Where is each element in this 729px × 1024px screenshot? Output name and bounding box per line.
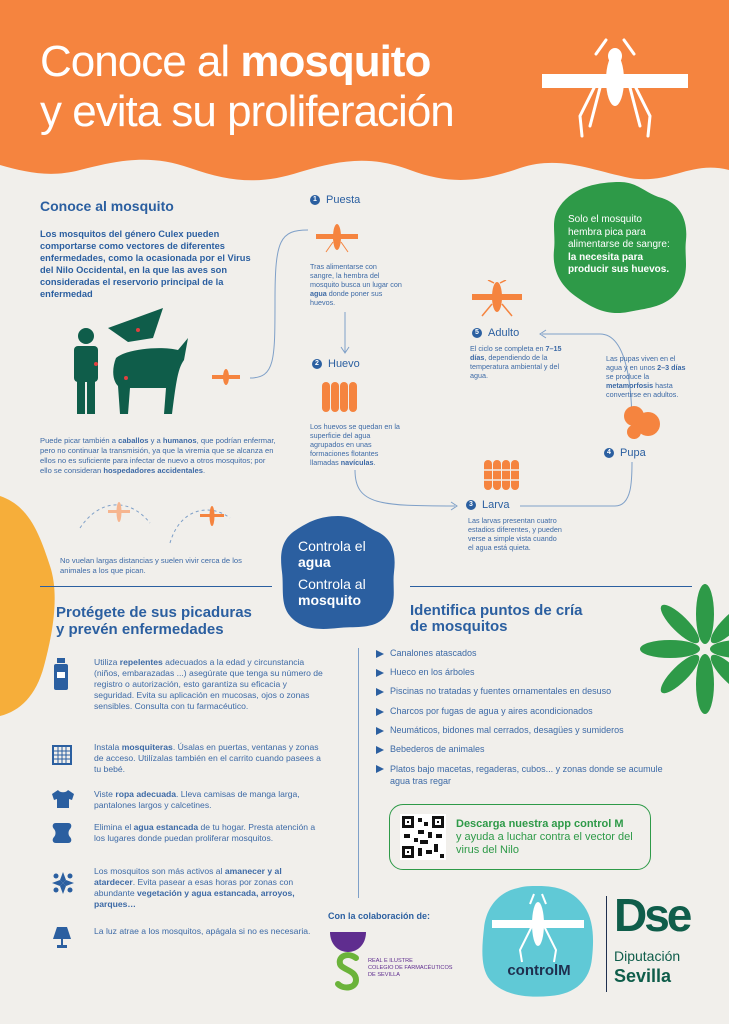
step-adulto-text: El ciclo se completa en 7–15 días, dependiendo de la temperatura ambiental y del agua. bbox=[470, 344, 562, 380]
breeding-item: Piscinas no tratadas y fuentes ornamentales en desuso bbox=[390, 686, 612, 696]
controla-text: Controla el agua Controla al mosquito bbox=[298, 538, 366, 608]
breeding-item: Hueco en los árboles bbox=[390, 667, 475, 677]
dawn-dusk-icon bbox=[52, 872, 74, 894]
dse-logo: Dse bbox=[614, 889, 690, 941]
breeding-item: Neumáticos, bidones mal cerrados, desagües y sumideros bbox=[390, 725, 624, 735]
larva-icon bbox=[482, 458, 520, 492]
conoce-note: Puede picar también a caballos y a humanos, que podrían enfermar, pero no continuar la transmisión, ya que la viremia que se alcanza en ellos no es suficiente para infectar de nuevo a otros mosquitos; por ello se consideran hospedadores accidentales. bbox=[40, 436, 276, 475]
green-flower bbox=[640, 584, 729, 714]
page-subtitle: y evita su proliferación bbox=[40, 87, 454, 136]
protect-item-repellents: Utiliza repelentes adecuados a la edad y circunstancia (niños, embarazadas ...) asegúrate que tenga su número de registro o autorización, esto garantiza su eficacia y seguridad. Evita su aplicación en mucosas, ojos o zonas sensibles. Consulta con tu farmacéutico. bbox=[94, 657, 323, 711]
clothing-icon bbox=[52, 790, 74, 808]
pharmacists-name: REAL E ILUSTRE COLEGIO DE FARMACÉUTICOS DE SEVILLA bbox=[368, 958, 453, 978]
mosquito-adult-2-icon bbox=[470, 280, 524, 318]
lamp-icon bbox=[52, 927, 72, 949]
green-badge-text: Solo el mosquito hembra pica para alimentarse de sangre: la necesita para producir sus huevos. bbox=[568, 214, 670, 275]
step-huevo-text: Los huevos se quedan en la superficie del agua agrupados en unas formaciones flotantes llamadas navículas. bbox=[310, 422, 400, 467]
step-adulto-label: 5 Adulto bbox=[472, 327, 519, 339]
protect-item-clothes: Viste ropa adecuada. Lleva camisas de manga larga, pantalones largos y calcetines. bbox=[94, 789, 300, 810]
breeding-item: Charcos por fugas de agua y aires acondicionados bbox=[390, 706, 593, 716]
pharmacists-logo bbox=[328, 930, 368, 994]
flight-note: No vuelan largas distancias y suelen vivir cerca de los animales a los que pican. bbox=[60, 556, 242, 575]
step-larva-text: Las larvas presentan cuatro estadios diferentes, y pueden verse a simple vista cuando el agua está quieta. bbox=[468, 516, 562, 552]
mosquito-adult-icon bbox=[314, 222, 360, 254]
egg-raft-icon bbox=[320, 380, 360, 414]
conoce-heading: Conoce al mosquito bbox=[40, 198, 174, 214]
protect-heading: Protégete de sus picaduras y prevén enfermedades bbox=[56, 604, 252, 638]
sevilla-label: Sevilla bbox=[614, 966, 672, 986]
breeding-item: Bebederos de animales bbox=[390, 744, 485, 754]
step-puesta-text: Tras alimentarse con sangre, la hembra del mosquito busca un lugar con agua donde poner sus huevos. bbox=[310, 262, 402, 307]
stagnant-water-icon bbox=[52, 823, 72, 843]
step-puesta-label: 1 Puesta bbox=[310, 194, 360, 206]
diputacion-label: Diputación bbox=[614, 948, 681, 964]
step-pupa-label: 4 Pupa bbox=[604, 447, 646, 459]
collab-label: Con la colaboración de: bbox=[328, 911, 431, 921]
mosquito-net-icon bbox=[52, 745, 72, 765]
controlm-name: controlM bbox=[507, 962, 571, 979]
controlm-logo bbox=[480, 884, 596, 998]
conoce-intro: Los mosquitos del género Culex pueden comportarse como vectores de diferentes enfermedades, como la ocasionada por el Virus del Nilo Occidental, en la que las aves son consideradas el reservorio principal de la enfermedad bbox=[40, 229, 251, 299]
breeding-item: Canalones atascados bbox=[390, 648, 477, 658]
step-huevo-label: 2 Huevo bbox=[312, 358, 360, 370]
breeding-item: Platos bajo macetas, regaderas, cubos... y zonas donde se acumule agua tras regar bbox=[390, 763, 670, 787]
qr-code[interactable] bbox=[400, 814, 446, 860]
protect-item-water: Elimina el agua estancada de tu hogar. Presta atención a los lugares donde puedan proliferar mosquitos. bbox=[94, 822, 316, 843]
identify-heading: Identifica puntos de cría de mosquitos bbox=[410, 602, 583, 635]
repellent-icon bbox=[52, 658, 70, 690]
protect-item-hours: Los mosquitos son más activos al amanecer y al atardecer. Evita pasear a esas horas por zonas con abundante vegetación y agua estancada, arroyos, parques… bbox=[94, 866, 295, 909]
protect-item-light: La luz atrae a los mosquitos, apágala si no es necesaria. bbox=[94, 926, 311, 936]
divider-left bbox=[40, 586, 272, 587]
page-title: Conoce al mosquito bbox=[40, 37, 431, 86]
divider-vertical bbox=[358, 648, 359, 898]
yellow-blob bbox=[0, 496, 60, 716]
app-download-text: Descarga nuestra app control M y ayuda a luchar contra el vector del virus del Nilo bbox=[456, 818, 633, 856]
protect-item-nets: Instala mosquiteras. Úsalas en puertas, ventanas y zonas de acceso. Utilízalas también en el carrito cuando pasees a tu bebé. bbox=[94, 742, 321, 774]
step-larva-label: 3 Larva bbox=[466, 499, 510, 511]
pupa-icon bbox=[622, 404, 662, 440]
step-pupa-text: Las pupas viven en el agua y en unos 2–3 días se produce la metamorfosis hasta convertirse en adultos. bbox=[606, 354, 686, 399]
logo-divider bbox=[606, 896, 607, 992]
